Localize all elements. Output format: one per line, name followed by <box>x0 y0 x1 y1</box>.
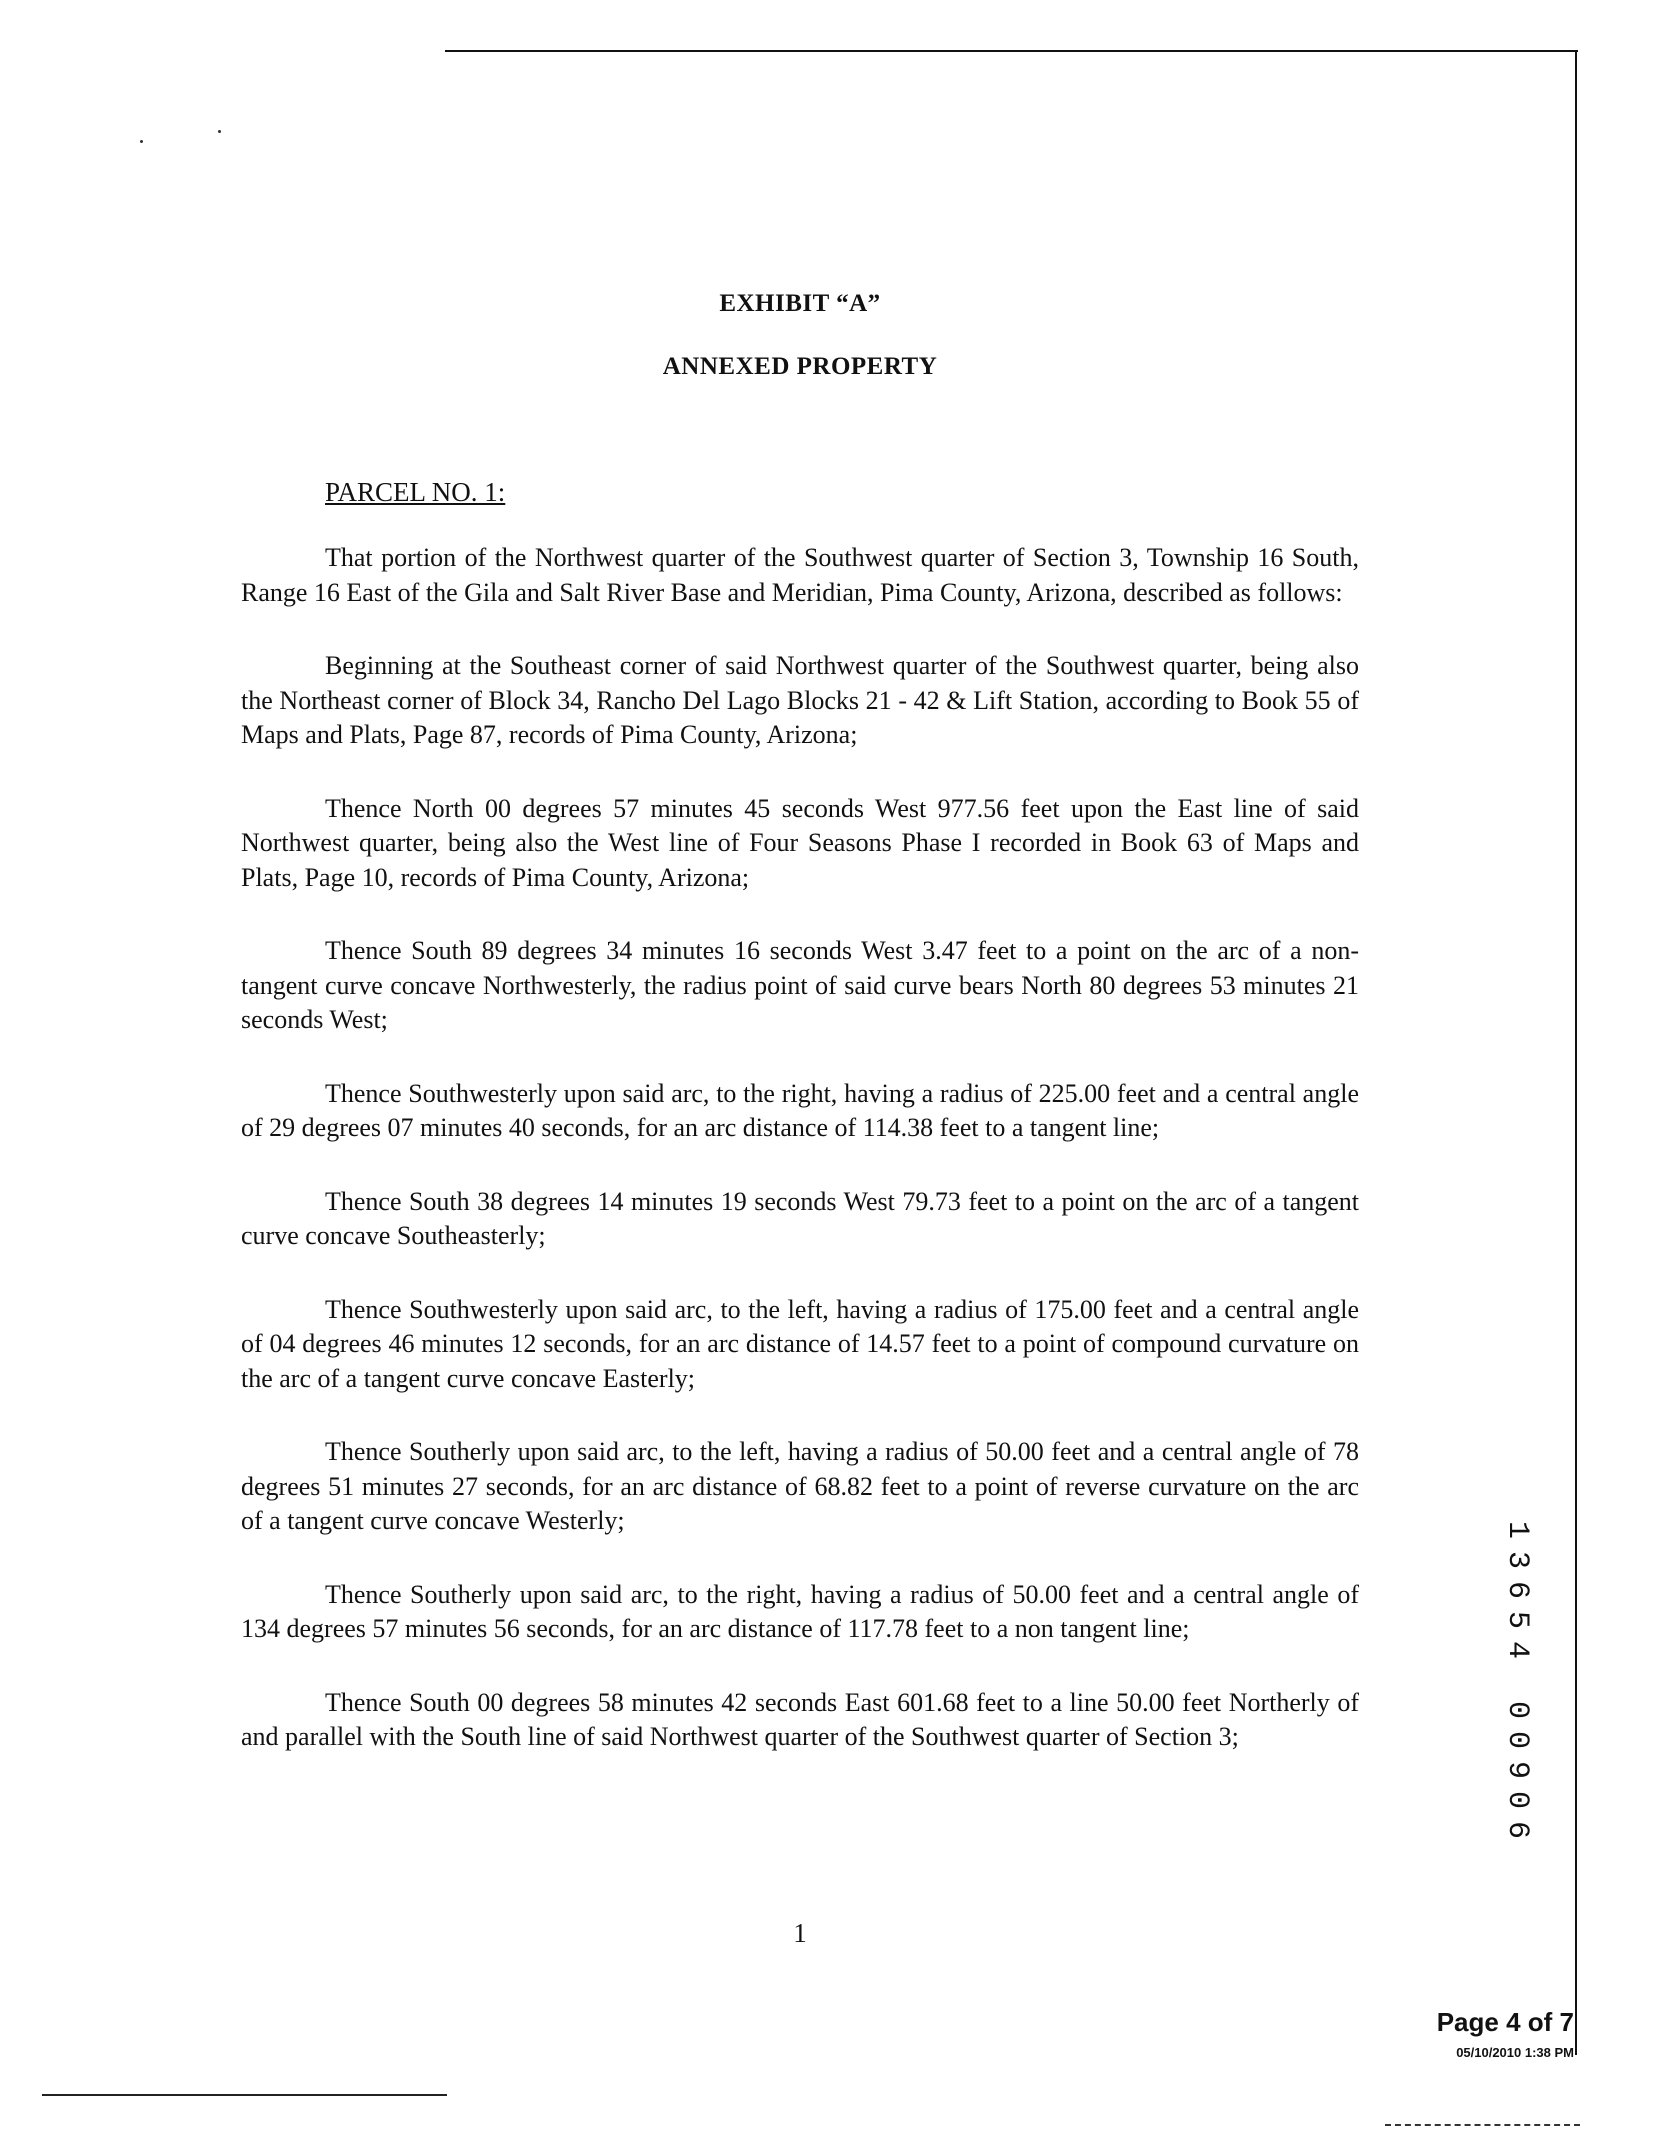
fax-timestamp: 05/10/2010 1:38 PM <box>1456 2045 1574 2060</box>
page-number: 1 <box>793 1918 807 1948</box>
paragraph: Thence Southwesterly upon said arc, to the right, having a radius of 225.00 feet and a central angle of 29 degrees 07 minutes 40 seconds, for an arc distance of 114.38 feet to a tangent line; <box>241 1078 1359 1142</box>
stamp-char: 0 <box>1500 1790 1534 1809</box>
dashed-line <box>1385 2124 1580 2126</box>
recording-stamp <box>1500 1515 1534 1845</box>
stamp-char: 6 <box>1500 1820 1534 1839</box>
paragraph: Thence Southwesterly upon said arc, to the left, having a radius of 175.00 feet and a central angle of 04 degrees 46 minutes 12 seconds, for an arc distance of 14.57 feet to a point of compound curvature on the arc of a tangent curve concave Easterly; <box>241 1294 1359 1393</box>
stamp-char: 4 <box>1500 1640 1534 1659</box>
frame-bottom-line <box>42 2094 447 2096</box>
paragraph: Thence South 89 degrees 34 minutes 16 seconds West 3.47 feet to a point on the arc of a non-tangent curve concave Northwesterly, the radius point of said curve bears North 80 degrees 53 minutes 21 seconds West; <box>241 936 1359 1034</box>
scan-speck <box>140 140 143 143</box>
frame-top-line <box>445 50 1578 52</box>
stamp-char: 0 <box>1500 1700 1534 1719</box>
stamp-char: 5 <box>1500 1610 1534 1629</box>
exhibit-title: EXHIBIT “A” <box>719 290 881 317</box>
document-subtitle: ANNEXED PROPERTY <box>662 353 938 380</box>
stamp-char: 0 <box>1500 1730 1534 1749</box>
stamp-char: 9 <box>1500 1760 1534 1779</box>
legal-description <box>241 541 1359 1794</box>
stamp-char: 1 <box>1500 1520 1534 1539</box>
paragraph: Beginning at the Southeast corner of said Northwest quarter of the Southwest quarter, being also the Northeast corner of Block 34, Rancho Del Lago Blocks 21 - 42 & Lift Station, according to Book 55 of Maps and Plats, Page 87, records of Pima County, Arizona; <box>241 651 1359 749</box>
stamp-char <box>1502 1663 1532 1697</box>
stamp-char: 3 <box>1500 1550 1534 1569</box>
paragraph: Thence South 38 degrees 14 minutes 19 seconds West 79.73 feet to a point on the arc of a tangent curve concave Southeasterly; <box>241 1186 1359 1250</box>
parcel-label: PARCEL NO. 1: <box>325 477 506 507</box>
frame-right-line <box>1575 50 1577 2055</box>
paragraph: Thence Southerly upon said arc, to the right, having a radius of 50.00 feet and a central angle of 134 degrees 57 minutes 56 seconds, for an arc distance of 117.78 feet to a non tangent line; <box>241 1579 1359 1643</box>
paragraph: Thence South 00 degrees 58 minutes 42 seconds East 601.68 feet to a line 50.00 feet Northerly of and parallel with the South line of said Northwest quarter of the Southwest quarter of Section 3; <box>241 1687 1359 1751</box>
paragraph: That portion of the Northwest quarter of the Southwest quarter of Section 3, Township 16 South, Range 16 East of the Gila and Salt River Base and Meridian, Pima County, Arizona, described as follows: <box>241 543 1359 607</box>
paragraph: Thence Southerly upon said arc, to the left, having a radius of 50.00 feet and a central angle of 78 degrees 51 minutes 27 seconds, for an arc distance of 68.82 feet to a point of reverse curvature on the arc of a tangent curve concave Westerly; <box>241 1437 1359 1535</box>
stamp-char: 6 <box>1500 1580 1534 1599</box>
paragraph: Thence North 00 degrees 57 minutes 45 seconds West 977.56 feet upon the East line of said Northwest quarter, being also the West line of Four Seasons Phase I recorded in Book 63 of Maps and Plats, Page 10, records of Pima County, Arizona; <box>241 793 1359 892</box>
page-of-indicator: Page 4 of 7 <box>1436 2007 1574 2037</box>
scan-speck <box>218 130 221 133</box>
